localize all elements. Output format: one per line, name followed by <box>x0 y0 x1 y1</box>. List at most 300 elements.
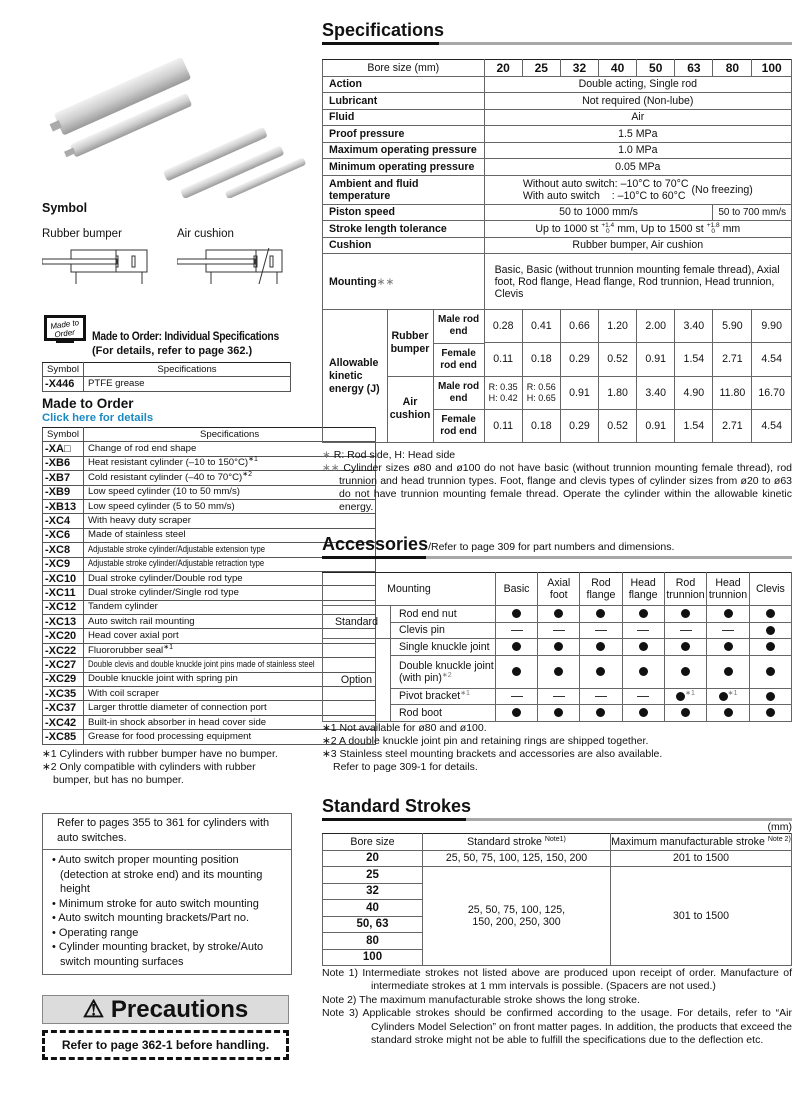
accessories-title: Accessories/Refer to page 309 for part numbers and dimensions. <box>322 534 675 554</box>
available-dot-icon <box>639 667 648 676</box>
availability-cell <box>707 622 750 639</box>
note: Note 1) Intermediate strokes not listed above are produced upon receipt of order. Manufacture of intermediate strokes at 1 mm intervals is possible. (Spacers are not used.) <box>322 967 793 993</box>
spec-cell: Grease for food processing equipment <box>84 730 376 744</box>
bore-size-cell: 25 <box>323 867 423 884</box>
spec-cell: Heat resistant cylinder (–10 to 150°C)$^{∗1}$ <box>84 456 376 470</box>
unit-label: (mm) <box>767 821 792 833</box>
available-dot-icon <box>766 708 775 717</box>
col-mounting: Mounting <box>323 573 496 606</box>
accessory-row <box>323 622 792 639</box>
row-label: Action <box>323 76 485 93</box>
not-available-dash-icon <box>722 630 734 631</box>
row-value: Without auto switch: –10°C to 70°C With auto switch : –10°C to 60°C (No freezing) <box>484 175 791 204</box>
kinetic-energy-value: 0.18 <box>522 343 560 376</box>
not-available-dash-icon <box>553 696 565 697</box>
row-value: 50 to 700 mm/s <box>713 204 792 221</box>
availability-cell <box>707 655 750 688</box>
available-dot-icon <box>719 692 728 701</box>
row-value: 0.05 MPa <box>484 159 791 176</box>
kinetic-energy-value: 0.52 <box>599 343 637 376</box>
available-dot-icon <box>596 609 605 618</box>
symbol-title: Symbol <box>42 201 88 215</box>
available-dot-icon <box>724 708 733 717</box>
kinetic-energy-value: 0.11 <box>484 409 522 442</box>
footnote-mark: ∗2 <box>242 470 252 478</box>
spec-cell: Fluororubber seal$^{∗1}$ <box>84 643 376 657</box>
spec-cell: PTFE grease <box>84 377 291 391</box>
rubber-bumper-label: Rubber bumper <box>42 228 122 240</box>
accessories-subtitle: /Refer to page 309 for part numbers and dimensions. <box>428 541 675 553</box>
section-underline <box>322 556 792 559</box>
kinetic-energy-value: R: 0.56 H: 0.65 <box>522 376 560 409</box>
bore-size-header: 100 <box>752 60 792 77</box>
bore-size-label: Bore size (mm) <box>323 60 485 77</box>
available-dot-icon <box>639 642 648 651</box>
available-dot-icon <box>766 626 775 635</box>
availability-cell <box>664 622 707 639</box>
available-dot-icon <box>554 667 563 676</box>
availability-cell: ∗1 <box>664 688 707 705</box>
col-header: Axial foot <box>538 573 580 606</box>
availability-cell <box>580 639 622 656</box>
accessory-row <box>323 639 792 656</box>
spec-row-stroke-tolerance <box>323 221 792 238</box>
standard-stroke-cell: 25, 50, 75, 100, 125, 150, 200 <box>423 850 611 867</box>
available-dot-icon <box>512 708 521 717</box>
kinetic-energy-value: 0.66 <box>560 310 598 343</box>
spec-cell: Change of rod end shape <box>84 442 376 456</box>
air-cushion-label: Air cushion <box>177 228 234 240</box>
not-available-dash-icon <box>680 630 692 631</box>
made-to-order-badge-icon <box>44 315 86 345</box>
note: ∗2 A double knuckle joint pin and retaining rings are shipped together. <box>322 735 649 747</box>
availability-cell <box>495 705 537 722</box>
kinetic-energy-value: 4.54 <box>752 343 792 376</box>
available-dot-icon <box>766 609 775 618</box>
spec-cell: Dual stroke cylinder/Double rod type <box>84 571 376 585</box>
section-underline <box>322 818 792 821</box>
kinetic-energy-value: 4.90 <box>675 376 713 409</box>
availability-cell <box>580 688 622 705</box>
list-item: • Auto switch proper mounting position (detection at stroke end) and its mounting height <box>52 854 263 895</box>
kinetic-energy-value: 2.71 <box>713 343 752 376</box>
kinetic-energy-value: 0.41 <box>522 310 560 343</box>
not-available-dash-icon <box>637 630 649 631</box>
row-label: Maximum operating pressure <box>323 142 485 159</box>
availability-cell <box>580 622 622 639</box>
svg-text:Made to: Made to <box>49 318 80 331</box>
note: Refer to page 309-1 for details. <box>333 761 478 773</box>
kinetic-energy-value: 5.90 <box>713 310 752 343</box>
made-to-order-title: Made to Order <box>42 396 134 411</box>
kinetic-energy-value: 9.90 <box>752 310 792 343</box>
row-label: Cushion <box>323 237 485 254</box>
availability-cell <box>538 655 580 688</box>
symbol-cell: -XC20 <box>43 629 84 643</box>
symbol-cell: -XC9 <box>43 557 84 571</box>
spec-cell: Dual stroke cylinder/Single rod type <box>84 586 376 600</box>
kinetic-energy-value: 1.54 <box>675 343 713 376</box>
available-dot-icon <box>512 609 521 618</box>
row-label: Piston speed <box>323 204 485 221</box>
available-dot-icon <box>724 609 733 618</box>
kinetic-energy-value: R: 0.35 H: 0.42 <box>484 376 522 409</box>
spec-row <box>323 159 792 176</box>
list-item: • Minimum stroke for auto switch mounting <box>52 897 259 910</box>
available-dot-icon <box>766 642 775 651</box>
symbol-cell: -XC37 <box>43 701 84 715</box>
kinetic-energy-value: 0.11 <box>484 343 522 376</box>
col-header: Basic <box>495 573 537 606</box>
warning-triangle-icon: ⚠ <box>82 996 105 1023</box>
availability-cell <box>538 622 580 639</box>
kinetic-energy-value: 0.29 <box>560 409 598 442</box>
row-value: Not required (Non-lube) <box>484 93 791 110</box>
symbol-cell: -XC6 <box>43 528 84 542</box>
kinetic-energy-label: Allowable kinetic energy (J) Rubber bumper Male rod end Female rod end Air cushion Male rod end Female rod end <box>323 310 485 443</box>
not-available-dash-icon <box>637 696 649 697</box>
auto-switch-reference-header: Refer to pages 355 to 361 for cylinders with auto switches. <box>43 814 291 850</box>
symbol-cell: -XB7 <box>43 471 84 485</box>
kinetic-energy-value: 3.40 <box>637 376 675 409</box>
symbol-cell: -XA□ <box>43 442 84 456</box>
spec-row <box>323 76 792 93</box>
symbol-cell: -XB6 <box>43 456 84 470</box>
note: Note 3) Applicable strokes should be confirmed according to the usage. For details, refer to “Air Cylinders Model Selection” on front matter pages. In addition, the products that exceed the standard stroke might not be able to fulfill the specifications due to the deflection etc. <box>322 1007 792 1047</box>
row-label: Stroke length tolerance <box>323 221 485 238</box>
bore-size-cell: 32 <box>323 883 423 900</box>
availability-cell <box>707 606 750 623</box>
spec-cell: Double clevis and double knuckle joint pins made of stainless steel <box>84 658 376 672</box>
note: ∗∗ Cylinder sizes ø80 and ø100 do not have basic (without trunnion mounting female thread), rod trunnion and head trunnion types. Foot, flange and clevis types of cylinder sizes from ø20 to ø63 do not have trunnion mounting female thread. Operate the cylinder within the allowable kinetic energy. <box>322 462 792 513</box>
available-dot-icon <box>724 667 733 676</box>
bore-size-header: 50 <box>637 60 675 77</box>
symbol-cell: -XB13 <box>43 499 84 513</box>
kinetic-energy-value: 1.20 <box>599 310 637 343</box>
symbol-cell: -X446 <box>43 377 84 391</box>
kinetic-energy-value: 3.40 <box>675 310 713 343</box>
symbol-cell: -XC35 <box>43 687 84 701</box>
max-stroke-cell: 301 to 1500 <box>611 867 792 966</box>
symbol-cell: -XC27 <box>43 658 84 672</box>
availability-cell <box>495 655 537 688</box>
not-available-dash-icon <box>553 630 565 631</box>
not-available-dash-icon <box>511 696 523 697</box>
individual-specs-title: Made to Order: Individual Specifications <box>92 329 279 343</box>
accessories-notes <box>322 722 662 774</box>
list-item: • Operating range <box>52 926 139 939</box>
table-row <box>43 557 376 571</box>
row-value: 1.5 MPa <box>484 126 791 143</box>
available-dot-icon <box>681 642 690 651</box>
precautions-title: Precautions <box>110 996 249 1023</box>
spec-cell: Adjustable stroke cylinder/Adjustable retraction type <box>84 557 376 571</box>
not-available-dash-icon <box>511 630 523 631</box>
symbol-cell: -XC10 <box>43 571 84 585</box>
group-label: Option <box>323 639 391 722</box>
standard-strokes-title: Standard Strokes <box>322 796 472 816</box>
symbol-cell: -XC13 <box>43 615 84 629</box>
bore-size-cell: 50, 63 <box>323 916 423 933</box>
spec-cell: Larger throttle diameter of connection port <box>84 701 376 715</box>
available-dot-icon <box>681 708 690 717</box>
accessory-item: Pivot bracket$^{∗1}$ <box>390 688 495 705</box>
accessory-row <box>323 655 792 688</box>
note: ∗3 Stainless steel mounting brackets and accessories are also available. <box>322 748 663 760</box>
available-dot-icon <box>512 642 521 651</box>
spec-row-mounting <box>323 254 792 310</box>
auto-switch-reference-list <box>43 850 291 974</box>
spec-row <box>323 126 792 143</box>
availability-cell <box>707 639 750 656</box>
available-dot-icon <box>596 708 605 717</box>
accessory-item: Single knuckle joint <box>390 639 495 656</box>
available-dot-icon <box>554 708 563 717</box>
symbol-cell: -XB9 <box>43 485 84 499</box>
bore-size-header: 80 <box>713 60 752 77</box>
section-underline <box>322 42 792 45</box>
spec-cell: Built-in shock absorber in head cover side <box>84 715 376 729</box>
col-symbol: Symbol <box>43 428 84 442</box>
spec-cell: With coil scraper <box>84 687 376 701</box>
symbol-cell: -XC29 <box>43 672 84 686</box>
kinetic-energy-value: 1.54 <box>675 409 713 442</box>
list-item: • Cylinder mounting bracket, by stroke/Auto switch mounting surfaces <box>52 941 264 968</box>
accessory-item: Rod end nut <box>390 606 495 623</box>
row-value: Basic, Basic (without trunnion mounting female thread), Axial foot, Rod flange, Head flange, Rod trunnion, Head trunnion, Clevis <box>484 254 791 310</box>
spec-cell: Adjustable stroke cylinder/Adjustable extension type <box>84 543 376 557</box>
note: Note 2) The maximum manufacturable stroke shows the long stroke. <box>322 993 640 1006</box>
not-available-dash-icon <box>595 630 607 631</box>
availability-cell <box>622 622 664 639</box>
max-stroke-cell: 201 to 1500 <box>611 850 792 867</box>
product-photo-cylinders <box>40 38 310 198</box>
symbol-cell: -XC4 <box>43 514 84 528</box>
table-row <box>43 377 291 391</box>
not-available-dash-icon <box>595 696 607 697</box>
availability-cell <box>707 705 750 722</box>
specifications-notes <box>322 449 792 514</box>
available-dot-icon <box>766 692 775 701</box>
note: ∗ R: Rod side, H: Head side <box>322 449 456 461</box>
spec-row-temperature <box>323 175 792 204</box>
accessories-header-row <box>323 573 792 606</box>
availability-cell <box>495 639 537 656</box>
kinetic-energy-value: 0.18 <box>522 409 560 442</box>
row-label: Ambient and fluid temperature <box>323 175 485 204</box>
row-value: Air <box>484 109 791 126</box>
availability-cell <box>580 655 622 688</box>
kinetic-energy-value: 0.52 <box>599 409 637 442</box>
spec-cell: Cold resistant cylinder (–40 to 70°C)$^{∗2}$ <box>84 471 376 485</box>
row-label: Fluid <box>323 109 485 126</box>
available-dot-icon <box>596 667 605 676</box>
availability-cell <box>538 705 580 722</box>
table-row <box>43 514 376 528</box>
spec-cell: Head cover axial port <box>84 629 376 643</box>
availability-cell <box>622 639 664 656</box>
available-dot-icon <box>554 642 563 651</box>
kinetic-energy-value: 0.28 <box>484 310 522 343</box>
click-here-for-details-link[interactable]: Click here for details <box>42 412 154 424</box>
precautions-banner <box>42 995 289 1024</box>
stroke-row <box>323 867 792 884</box>
made-to-order-notes <box>42 748 294 787</box>
row-label: Mounting∗∗ <box>323 254 485 310</box>
available-dot-icon <box>554 609 563 618</box>
available-dot-icon <box>639 609 648 618</box>
symbol-cell: -XC42 <box>43 715 84 729</box>
availability-cell <box>538 639 580 656</box>
col-header: Clevis <box>749 573 791 606</box>
individual-specs-subtitle: (For details, refer to page 362.) <box>92 345 253 357</box>
availability-cell <box>664 606 707 623</box>
kinetic-energy-value: 11.80 <box>713 376 752 409</box>
col-specifications: Specifications <box>84 363 291 377</box>
col-bore-size: Bore size <box>323 834 423 851</box>
kinetic-energy-value: 2.00 <box>637 310 675 343</box>
row-label: Lubricant <box>323 93 485 110</box>
accessory-item: Double knuckle joint (with pin)$^{∗2}$ <box>390 655 495 688</box>
spec-cell: With heavy duty scraper <box>84 514 376 528</box>
availability-cell <box>664 639 707 656</box>
kinetic-energy-value: 0.91 <box>637 409 675 442</box>
spec-row <box>323 93 792 110</box>
symbol-cell: -XC11 <box>43 586 84 600</box>
availability-cell <box>495 606 537 623</box>
precautions-reference: Refer to page 362-1 before handling. <box>42 1030 289 1060</box>
availability-cell <box>749 688 791 705</box>
svg-text:Order: Order <box>53 327 76 340</box>
row-label: Proof pressure <box>323 126 485 143</box>
specifications-title: Specifications <box>322 20 445 40</box>
row-value: Double acting, Single rod <box>484 76 791 93</box>
col-max-stroke: Maximum manufacturable stroke $^{Note 2)}$ <box>611 834 792 851</box>
kinetic-energy-value: 16.70 <box>752 376 792 409</box>
row-value: 50 to 1000 mm/s <box>484 204 713 221</box>
spec-row-piston-speed <box>323 204 792 221</box>
note: ∗1 Not available for ø80 and ø100. <box>322 722 487 734</box>
availability-cell <box>664 705 707 722</box>
symbol-cell: -XC85 <box>43 730 84 744</box>
spec-cell: Tandem cylinder <box>84 600 376 614</box>
symbol-cell: -XC8 <box>43 543 84 557</box>
row-label: Minimum operating pressure <box>323 159 485 176</box>
availability-cell <box>749 606 791 623</box>
accessory-row <box>323 606 792 623</box>
note: ∗2 Only compatible with cylinders with rubber bumper, but has no bumper. <box>42 761 256 786</box>
air-cushion-symbol-icon <box>177 248 289 290</box>
bore-size-cell: 20 <box>323 850 423 867</box>
availability-cell <box>495 622 537 639</box>
kinetic-energy-value: 1.80 <box>599 376 637 409</box>
group-label: Standard <box>323 606 391 639</box>
bore-size-cell: 80 <box>323 933 423 950</box>
bore-size-cell: 100 <box>323 949 423 966</box>
footnote-mark: ∗1 <box>163 643 173 651</box>
available-dot-icon <box>766 667 775 676</box>
bore-size-row <box>323 60 792 77</box>
spec-row <box>323 109 792 126</box>
availability-cell <box>538 606 580 623</box>
auto-switch-reference-box <box>42 813 292 975</box>
available-dot-icon <box>681 667 690 676</box>
availability-cell <box>495 688 537 705</box>
availability-cell <box>664 655 707 688</box>
availability-cell <box>538 688 580 705</box>
kinetic-energy-value: 4.54 <box>752 409 792 442</box>
availability-cell <box>749 655 791 688</box>
available-dot-icon <box>639 708 648 717</box>
individual-specs-table <box>42 362 291 392</box>
spec-cell: Low speed cylinder (10 to 50 mm/s) <box>84 485 376 499</box>
spec-cell: Low speed cylinder (5 to 50 mm/s) <box>84 499 376 513</box>
availability-cell <box>580 705 622 722</box>
row-value: Rubber bumper, Air cushion <box>484 237 791 254</box>
standard-stroke-cell: 25, 50, 75, 100, 125, 150, 200, 250, 300 <box>423 867 611 966</box>
list-item: • Auto switch mounting brackets/Part no. <box>52 912 250 924</box>
standard-strokes-notes <box>322 967 792 1047</box>
spec-cell: Double knuckle joint with spring pin <box>84 672 376 686</box>
bore-size-cell: 40 <box>323 900 423 917</box>
symbol-cell: -XC12 <box>43 600 84 614</box>
row-value: Up to 1000 st +1.4 0 mm, Up to 1500 st +1.8 0 mm <box>484 221 791 238</box>
availability-cell <box>749 622 791 639</box>
note: ∗1 Cylinders with rubber bumper have no bumper. <box>42 748 278 760</box>
symbol-cell: -XC22 <box>43 643 84 657</box>
accessory-row <box>323 688 792 705</box>
availability-cell <box>622 655 664 688</box>
bore-size-header: 63 <box>675 60 713 77</box>
availability-cell <box>580 606 622 623</box>
kinetic-energy-value: 0.29 <box>560 343 598 376</box>
available-dot-icon <box>681 609 690 618</box>
availability-cell <box>749 705 791 722</box>
spec-row <box>323 142 792 159</box>
col-symbol: Symbol <box>43 363 84 377</box>
bore-size-header: 20 <box>484 60 522 77</box>
col-specifications: Specifications <box>84 428 376 442</box>
accessory-row <box>323 705 792 722</box>
available-dot-icon <box>596 642 605 651</box>
col-header: Head trunnion <box>707 573 750 606</box>
col-header: Rod trunnion <box>664 573 707 606</box>
availability-cell: ∗1 <box>707 688 750 705</box>
accessory-item: Clevis pin <box>390 622 495 639</box>
availability-cell <box>622 688 664 705</box>
specifications-table <box>322 59 792 443</box>
rubber-bumper-symbol-icon <box>42 248 152 284</box>
col-standard-stroke: Standard stroke $^{Note1)}$ <box>423 834 611 851</box>
available-dot-icon <box>724 642 733 651</box>
spec-cell: Auto switch rail mounting <box>84 615 376 629</box>
bore-size-header: 40 <box>599 60 637 77</box>
bore-size-header: 32 <box>560 60 598 77</box>
col-header: Head flange <box>622 573 664 606</box>
col-header: Rod flange <box>580 573 622 606</box>
spec-cell: Made of stainless steel <box>84 528 376 542</box>
available-dot-icon <box>676 692 685 701</box>
availability-cell <box>622 606 664 623</box>
available-dot-icon <box>512 667 521 676</box>
footnote-mark: ∗1 <box>248 456 258 464</box>
accessory-item: Rod boot <box>390 705 495 722</box>
kinetic-energy-value: 0.91 <box>637 343 675 376</box>
stroke-row <box>323 850 792 867</box>
availability-cell <box>749 639 791 656</box>
kinetic-energy-value: 0.91 <box>560 376 598 409</box>
availability-cell <box>622 705 664 722</box>
